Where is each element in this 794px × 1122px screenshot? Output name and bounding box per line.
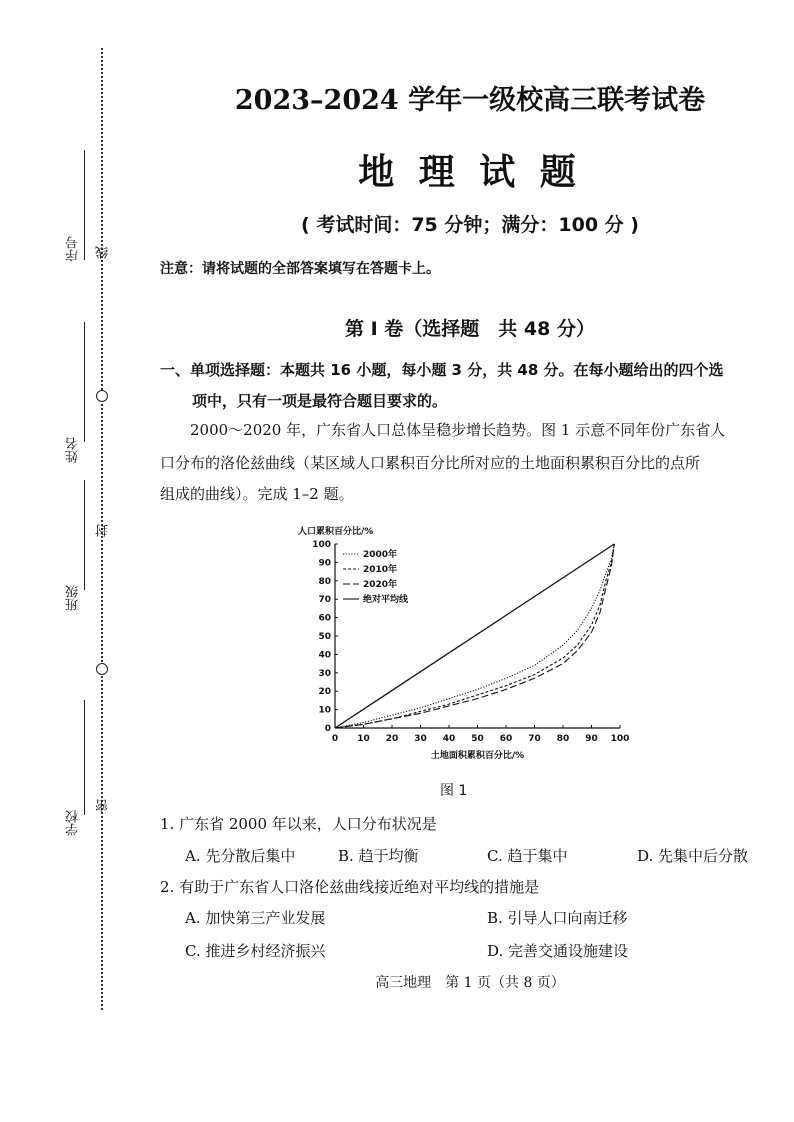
q2-option-d: D. 完善交通设施建设 [487,942,629,960]
x-tick-label: 70 [528,734,541,744]
x-tick-label: 30 [414,734,427,744]
q1-option-a: A. 先分散后集中 [185,847,296,865]
q2-option-c: C. 推进乡村经济振兴 [185,942,326,960]
y-tick-label: 60 [318,613,331,624]
y-tick-label: 50 [318,632,331,642]
q1-option-d: D. 先集中后分散 [637,847,749,865]
y-tick-label: 20 [318,687,331,698]
binding-circle-icon [96,663,108,675]
legend-label-2: 2020年 [363,580,398,590]
exam-info: ( 考试时间：75 分钟；满分：100 分 ) [301,214,639,236]
x-tick-label: 50 [471,734,484,744]
class-label: 班级 [66,585,81,611]
q1-option-c: C. 趋于集中 [487,847,568,865]
seq-label: 序号 [66,236,81,262]
binding-circle-icon [96,390,108,402]
x-tick-label: 80 [556,734,570,744]
mark-secret: 密 [96,799,111,812]
figure-caption: 图 1 [440,783,468,799]
q1-option-b: B. 趋于均衡 [338,847,419,865]
y-axis-label: 人口累积百分比/% [298,527,374,537]
question-2-stem: 2. 有助于广东省人口洛伦兹曲线接近绝对平均线的措施是 [160,878,540,896]
q2-option-a: A. 加快第三产业发展 [185,909,326,927]
q2-option-b: B. 引导人口向南迁移 [487,909,628,927]
y-tick-label: 10 [318,705,331,716]
x-tick-label: 100 [610,734,630,744]
stem-line-2: 口分布的洛伦兹曲线（某区域人口累积百分比所对应的土地面积累积百分比的点所 [160,454,701,472]
school-blank-line [84,700,85,815]
x-axis-label: 土地面积累积百分比/% [430,751,525,761]
page-footer: 高三地理 第 1 页（共 8 页） [375,975,565,991]
section-title: 第 I 卷（选择题 共 48 分） [345,318,595,340]
x-tick-label: 20 [385,734,399,744]
x-tick-label: 90 [585,734,598,744]
legend-label-1: 2010年 [363,565,398,575]
school-label: 学校 [66,810,81,836]
stem-line-3: 组成的曲线）。完成 1–2 题。 [160,485,354,503]
legend-label-3: 绝对平均线 [363,595,409,605]
y-tick-label: 0 [324,724,331,734]
stem-line-1: 2000～2020 年，广东省人口总体呈稳步增长趋势。图 1 示意不同年份广东省人 [190,421,726,439]
lorenz-chart [290,520,640,770]
y-tick-label: 100 [312,540,331,550]
x-tick-label: 60 [499,734,513,744]
name-label: 姓名 [66,437,81,463]
y-tick-label: 70 [318,595,331,606]
instruction-line-2: 项中，只有一项是最符合题目要求的。 [192,392,448,410]
y-tick-label: 30 [318,668,331,679]
seq-blank-line [84,150,85,260]
class-blank-line [84,480,85,590]
y-tick-label: 90 [318,558,331,569]
name-blank-line [84,322,85,442]
mark-line: 线 [96,246,111,259]
legend-label-0: 2000年 [363,550,398,560]
notice: 注意：请将试题的全部答案填写在答题卡上。 [160,261,440,277]
instruction-line-1: 一、单项选择题：本题共 16 小题，每小题 3 分，共 48 分。在每小题给出的四个选 [160,361,724,379]
x-tick-label: 10 [357,734,370,744]
exam-title: 2023–2024 学年一级校高三联考试卷 [234,85,706,116]
x-tick-label: 0 [331,734,339,744]
subject-title: 地 理 试 题 [358,151,582,193]
y-tick-label: 40 [318,650,331,661]
x-tick-label: 40 [442,734,456,744]
mark-seal: 封 [96,524,111,537]
y-tick-label: 80 [318,576,331,587]
question-1-stem: 1. 广东省 2000 年以来，人口分布状况是 [160,815,437,833]
